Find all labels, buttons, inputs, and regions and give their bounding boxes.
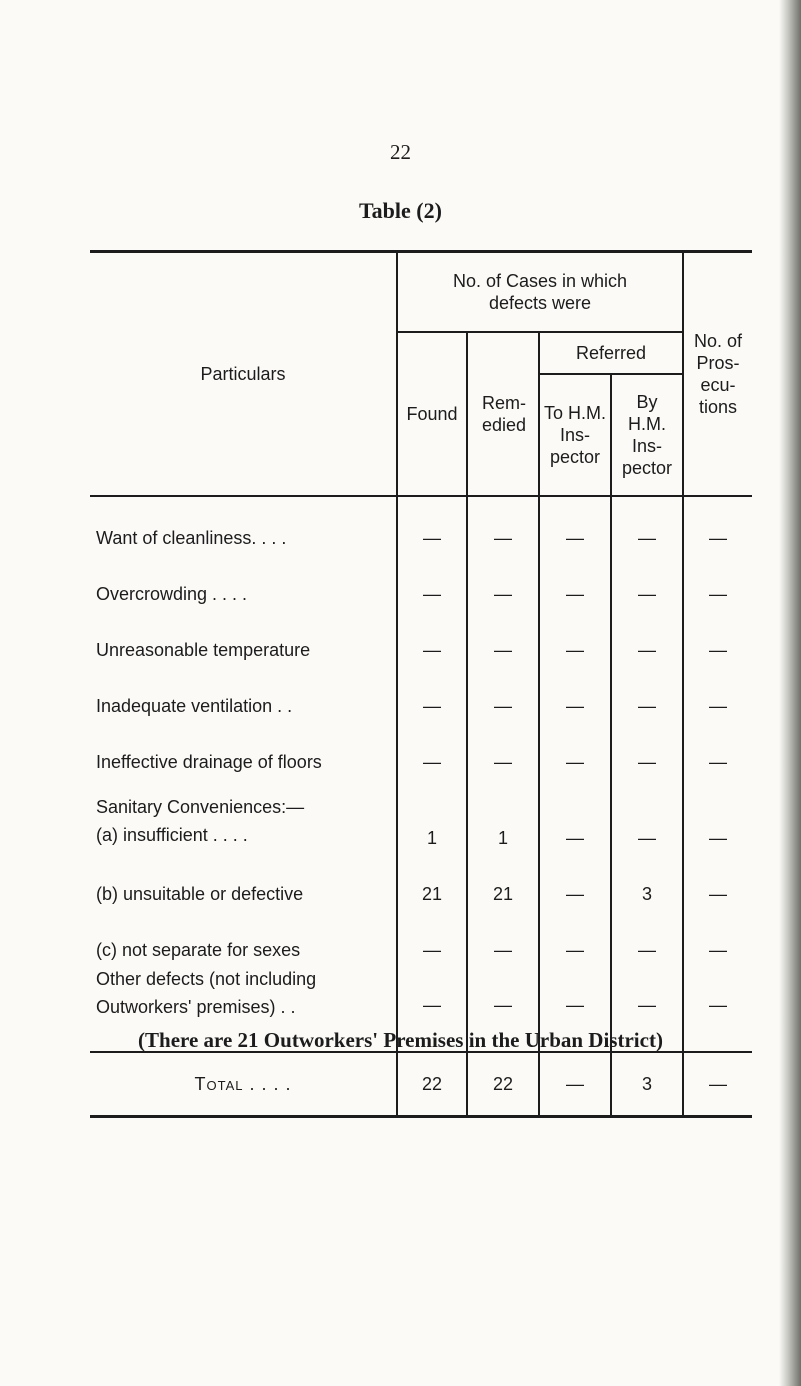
row-label: Want of cleanliness. . . . (90, 496, 397, 553)
cell-to-hm: — (539, 609, 611, 665)
cell-prosecutions: — (709, 940, 728, 960)
cell-by-hm: 3 (611, 853, 683, 909)
cell-remedied: — (467, 965, 539, 1052)
row-label: (c) not separate for sexes (90, 909, 397, 965)
total-label: Total . . . . (90, 1052, 397, 1115)
total-remedied: 22 (467, 1052, 539, 1115)
row-label: Overcrowding . . . . (90, 553, 397, 609)
cell-prosecutions: — (709, 828, 728, 848)
cell-remedied: — (467, 665, 539, 721)
footnote: (There are 21 Outworkers' Premises in the Urban District) (138, 1028, 663, 1052)
cell-prosecutions: — (709, 752, 728, 772)
row-label-line1: Other defects (not including (96, 969, 317, 989)
cell-by-hm: — (611, 909, 683, 965)
cell-found: 1 (397, 777, 467, 853)
cell-to-hm: — (539, 721, 611, 777)
total-found: 22 (397, 1052, 467, 1115)
table-title: Table (2) (359, 198, 442, 223)
table-row (90, 853, 752, 909)
cell-found: — (397, 609, 467, 665)
cell-remedied: — (467, 609, 539, 665)
header-to-hm: To H.M. Ins- pector (539, 374, 611, 496)
cell-prosecutions: — (709, 696, 728, 716)
total-to-hm: — (539, 1052, 611, 1115)
header-particulars: Particulars (90, 253, 397, 496)
cell-remedied: — (467, 553, 539, 609)
row-label-line1: Sanitary Conveniences:— (96, 797, 305, 817)
header-by-hm: By H.M. Ins- pector (611, 374, 683, 496)
table-row (90, 665, 752, 721)
header-found: Found (397, 332, 467, 496)
cell-remedied: 1 (467, 777, 539, 853)
row-label: (b) unsuitable or defective (90, 853, 397, 909)
page-edge-shadow (779, 0, 801, 1386)
row-label-line2: (a) insufficient . . . . (96, 825, 248, 845)
cell-to-hm: — (539, 777, 611, 853)
cell-prosecutions: — (709, 884, 728, 904)
cell-found: — (397, 496, 467, 553)
cell-to-hm: — (539, 496, 611, 553)
cell-by-hm: — (611, 777, 683, 853)
table-row (90, 609, 752, 665)
row-label: Ineffective drainage of floors (90, 721, 397, 777)
row-label-line2: Outworkers' premises) . . (96, 997, 296, 1017)
cell-by-hm: — (611, 609, 683, 665)
header-remedied: Rem- edied (467, 332, 539, 496)
table-row (90, 553, 752, 609)
cell-found: 21 (397, 853, 467, 909)
cell-found: — (397, 909, 467, 965)
row-label: Inadequate ventilation . . (90, 665, 397, 721)
total-by-hm: 3 (611, 1052, 683, 1115)
total-prosecutions: — (709, 1073, 728, 1094)
header-referred: Referred (539, 332, 683, 374)
cell-found: — (397, 721, 467, 777)
cell-prosecutions: — (683, 965, 752, 1052)
cell-to-hm: — (539, 909, 611, 965)
cell-by-hm: — (611, 496, 683, 553)
cell-prosecutions: — (709, 528, 728, 548)
row-label: Unreasonable temperature (90, 609, 397, 665)
cell-by-hm: — (611, 553, 683, 609)
cell-remedied: 21 (467, 853, 539, 909)
cell-remedied: — (467, 496, 539, 553)
table-row (90, 909, 752, 965)
cell-prosecutions: — (709, 640, 728, 660)
defects-table (90, 250, 752, 1118)
cell-to-hm: — (539, 553, 611, 609)
cell-found: — (397, 665, 467, 721)
cell-prosecutions: — (709, 584, 728, 604)
header-prosecutions: No. of Pros- ecu- tions (683, 253, 752, 496)
header-no-cases: No. of Cases in which defects were (397, 253, 683, 332)
table-row (90, 721, 752, 777)
cell-remedied: — (467, 909, 539, 965)
total-row (90, 1052, 752, 1115)
row-label (90, 777, 397, 853)
cell-to-hm: — (539, 853, 611, 909)
cell-by-hm: — (611, 965, 683, 1052)
cell-found: — (397, 553, 467, 609)
cell-found: — (397, 965, 467, 1052)
table-row (90, 496, 752, 553)
cell-by-hm: — (611, 665, 683, 721)
cell-to-hm: — (539, 965, 611, 1052)
cell-remedied: — (467, 721, 539, 777)
cell-by-hm: — (611, 721, 683, 777)
table-row (90, 777, 752, 853)
bottom-rule (90, 1115, 752, 1118)
cell-to-hm: — (539, 665, 611, 721)
page-number: 22 (390, 140, 411, 164)
